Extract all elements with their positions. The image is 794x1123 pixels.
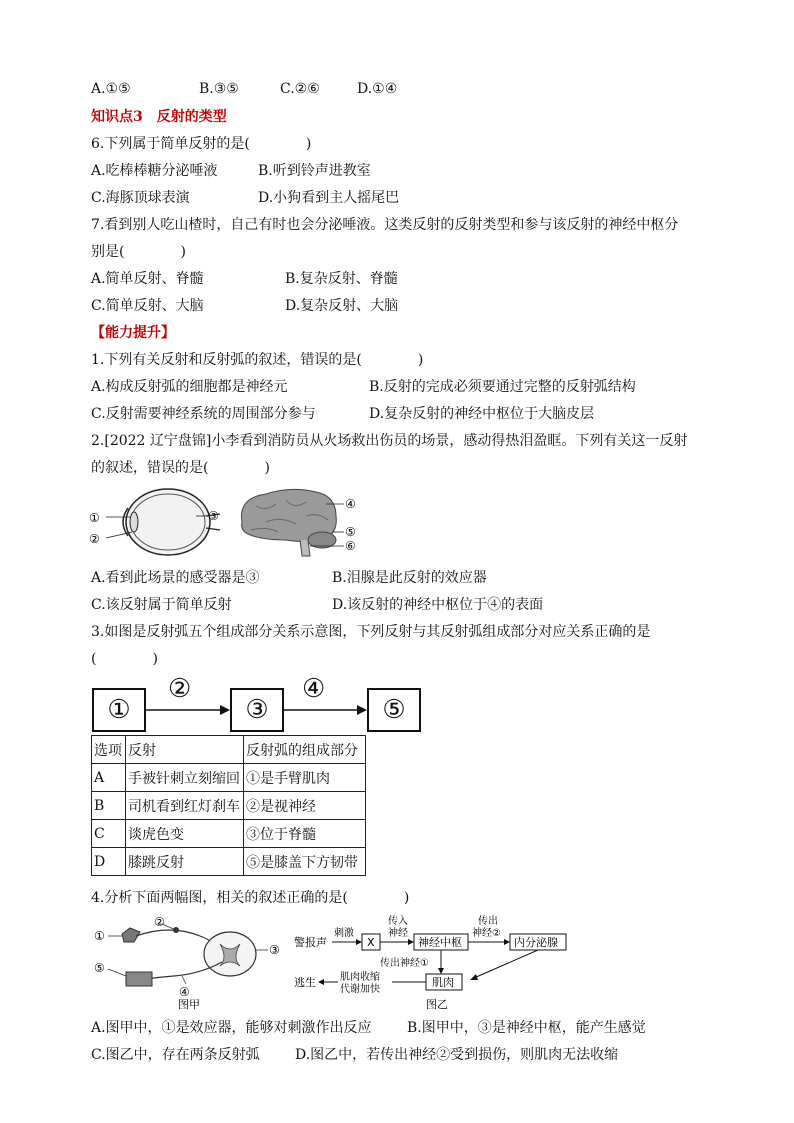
arrow-head-2 [220,705,230,715]
q5-option-c: C.②⑥ [280,81,320,97]
q7-option-c: C.简单反射、大脑 [91,298,204,314]
arrowhead-alarm-x [356,939,362,945]
a1-option-b: B.反射的完成必须要通过完整的反射弧结构 [369,379,636,395]
table-cell: C [92,820,126,848]
q7-option-b: B.复杂反射、脊髓 [285,271,398,287]
fig-a-label-3: ③ [269,943,280,957]
efferent2-label-1: 传出 [478,916,498,927]
eye-diagram [88,486,233,558]
table-cell: ②是视神经 [244,792,366,820]
arrow-endocrine-muscle [474,950,538,978]
effector-muscle [126,972,152,986]
q6-option-a: A.吃棒棒糖分泌唾液 [91,163,218,179]
table-cell: 谈虎色变 [126,820,244,848]
stimulus-label: 刺激 [334,928,354,939]
table-header-row [92,736,366,764]
table-row [92,820,366,848]
q7-option-d: D.复杂反射、大脑 [285,298,399,314]
a4-stem: 4.分析下面两幅图，相关的叙述正确的是( ) [91,890,410,906]
q6-option-c: C.海豚顶球表演 [91,190,190,206]
arrowhead-endocrine-muscle [470,974,478,980]
arrow-head-4 [357,705,367,715]
table-cell: ③位于脊髓 [244,820,366,848]
alarm-label: 警报声 [294,936,327,949]
muscle-box-label: 肌肉 [432,976,454,989]
arrowhead-result-escape [318,979,324,985]
brain-label-5: ⑤ [345,525,356,539]
q7-option-a: A.简单反射、脊髓 [91,271,204,287]
arrowhead-center-muscle [438,968,444,974]
efferent1-label: 传出神经① [380,958,429,969]
a3-stem-line2: ( ) [91,651,158,667]
reflex-arc-box-5: ⑤ [367,688,421,732]
a1-option-d: D.复杂反射的神经中枢位于大脑皮层 [369,406,595,422]
a3-stem-line1: 3.如图是反射弧五个组成部分关系示意图，下列反射与其反射弧组成部分对应关系正确的是 [91,624,651,640]
section-heading-reflex-types: 知识点3 反射的类型 [91,109,227,125]
afferent-label-1: 传入 [388,916,408,927]
table-cell: A [92,764,126,792]
escape-label: 逃生 [294,976,316,989]
a4-option-b: B.图甲中，③是神经中枢，能产生感觉 [407,1020,646,1036]
arrow-label-4: ④ [302,674,326,704]
table-cell: D [92,848,126,876]
a1-option-a: A.构成反射弧的细胞都是神经元 [91,379,288,395]
fig-a-label-line-4 [182,976,186,984]
reflex-arc-box-3: ③ [230,688,284,732]
q7-stem-line2: 别是( ) [91,244,186,260]
fig-a-label-4: ④ [179,985,190,999]
q7-stem-line1: 7.看到别人吃山楂时，自己有时也会分泌唾液。这类反射的反射类型和参与该反射的神经中枢分 [91,217,679,233]
table-header-cell: 反射弧的组成部分 [244,736,366,764]
table-cell: ⑤是膝盖下方韧带 [244,848,366,876]
table-header-cell: 反射 [126,736,244,764]
lens [130,512,138,532]
table-cell: 手被针刺立刻缩回 [126,764,244,792]
table-cell: 司机看到红灯刹车 [126,792,244,820]
a2-option-c: C.该反射属于简单反射 [91,597,232,613]
table-cell: 膝跳反射 [126,848,244,876]
a4-option-a: A.图甲中，①是效应器，能够对刺激作出反应 [91,1020,372,1036]
a4-option-c: C.图乙中，存在两条反射弧 [91,1047,260,1063]
result-label-2: 代谢加快 [340,984,380,995]
eye-label-2: ② [89,532,100,546]
q6-option-d: D.小狗看到主人摇尾巴 [258,190,400,206]
cerebellum [308,532,336,548]
result-label-1: 肌肉收缩 [340,972,380,983]
brain-label-4: ④ [345,497,356,511]
figure-a-reflex-arc [90,914,290,1010]
fig-a-caption: 图甲 [178,998,200,1010]
a3-table [91,735,366,876]
fig-a-label-1: ① [94,929,105,943]
q5-option-d: D.①④ [357,81,398,97]
brain-label-6: ⑥ [345,539,356,553]
table-header-cell: 选项 [92,736,126,764]
a2-option-b: B.泪腺是此反射的效应器 [332,570,487,586]
center-box-label: 神经中枢 [418,936,462,949]
table-row [92,848,366,876]
afferent-label-2: 神经 [388,928,408,939]
q6-stem: 6.下列属于简单反射的是( ) [91,136,312,152]
fig-a-label-line-5 [108,969,126,976]
q6-option-b: B.听到铃声进教室 [258,163,371,179]
brain-diagram [236,486,362,558]
a1-option-c: C.反射需要神经系统的周围部分参与 [91,406,316,422]
eye-label-3: ③ [208,509,219,523]
eye-label-1: ① [89,511,100,525]
table-cell: B [92,792,126,820]
fig-a-label-2: ② [154,915,165,929]
table-row [92,792,366,820]
arrowhead-center-endocrine [504,939,510,945]
efferent2-label-2: 神经② [472,928,501,939]
a2-option-d: D.该反射的神经中枢位于④的表面 [332,597,544,613]
endocrine-box-label: 内分泌腺 [514,936,558,949]
a4-option-d: D.图乙中，若传出神经②受到损伤，则肌肉无法收缩 [295,1047,619,1063]
ability-heading: 【能力提升】 [91,325,175,341]
arrow-label-2: ② [168,674,192,704]
eyeball-outline [126,489,210,555]
q5-option-a: A.①⑤ [91,81,131,97]
x-box-label: X [367,936,375,949]
a2-option-a: A.看到此场景的感受器是③ [91,570,260,586]
q5-option-b: B.③⑤ [199,81,239,97]
arrowhead-x-center [408,939,414,945]
a2-stem-line1: 2.[2022 辽宁盘锦]小李看到消防员从火场救出伤员的场景，感动得热泪盈眶。下列有关这一反射 [91,433,688,449]
fig-a-label-5: ⑤ [94,961,105,975]
fig-b-caption: 图乙 [426,998,448,1011]
table-cell: ①是手臂肌肉 [244,764,366,792]
a2-stem-line2: 的叙述，错误的是( ) [91,460,270,476]
brainstem [300,540,310,556]
a1-stem: 1.下列有关反射和反射弧的叙述，错误的是( ) [91,352,424,368]
figure-b-flow-diagram [292,912,582,1012]
table-row [92,764,366,792]
reflex-arc-box-1: ① [92,688,146,732]
